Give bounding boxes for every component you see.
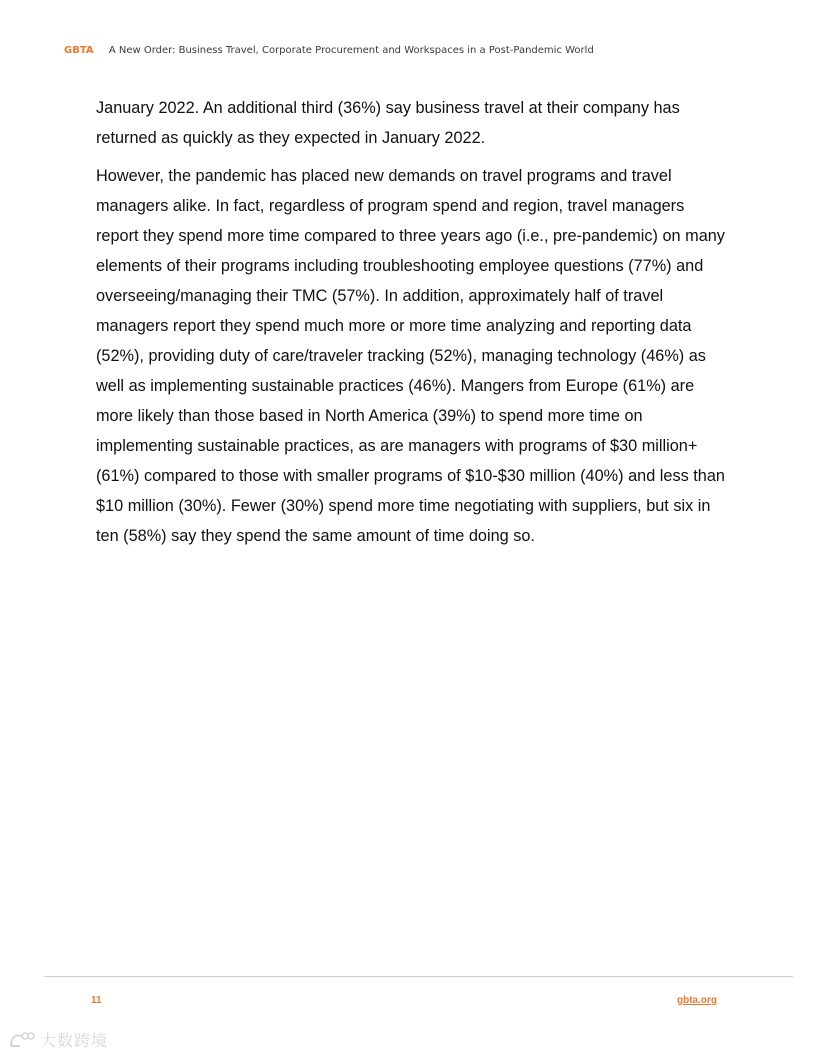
paragraph-2: However, the pandemic has placed new demands on travel programs and travel managers alike. In fact, regardless of program spend and region, travel managers report they spend more time compared to three years ago (i.e., pre-pandemic) on many elements of their programs including troubleshooting employee questions (77%) and overseeing/managing their TMC (57%). In addition, approximately half of travel managers report they spend much more or more time analyzing and reporting data (52%), providing duty of care/traveler tracking (52%), managing technology (46%) as well as implementing sustainable practices (46%). Mangers from Europe (61%) are more likely than those based in North America (39%) to spend more time on implementing sustainable practices, as are managers with programs of $30 million+ (61%) compared to those with smaller programs of $10-$30 million (40%) and less than $10 million (30%). Fewer (30%) spend more time negotiating with suppliers, but six in ten (58%) say they spend the same amount of time doing so.	[96, 167, 725, 545]
paragraph-1: January 2022. An additional third (36%) say business travel at their company has returned as quickly as they expected in January 2022.	[96, 99, 680, 147]
watermark-text: 大数跨境	[40, 1031, 109, 1050]
watermark	[8, 1028, 108, 1051]
footer-website-link[interactable]: gbta.org	[677, 995, 717, 1006]
logo-mark-icon	[8, 1030, 36, 1050]
footer-divider	[44, 976, 793, 977]
running-header	[64, 45, 594, 56]
header-title: A New Order: Business Travel, Corporate Procurement and Workspaces in a Post-Pandemic World	[108, 45, 594, 56]
header-brand: GBTA	[64, 45, 94, 56]
page-number: 11	[91, 995, 102, 1006]
body-text	[96, 93, 726, 559]
